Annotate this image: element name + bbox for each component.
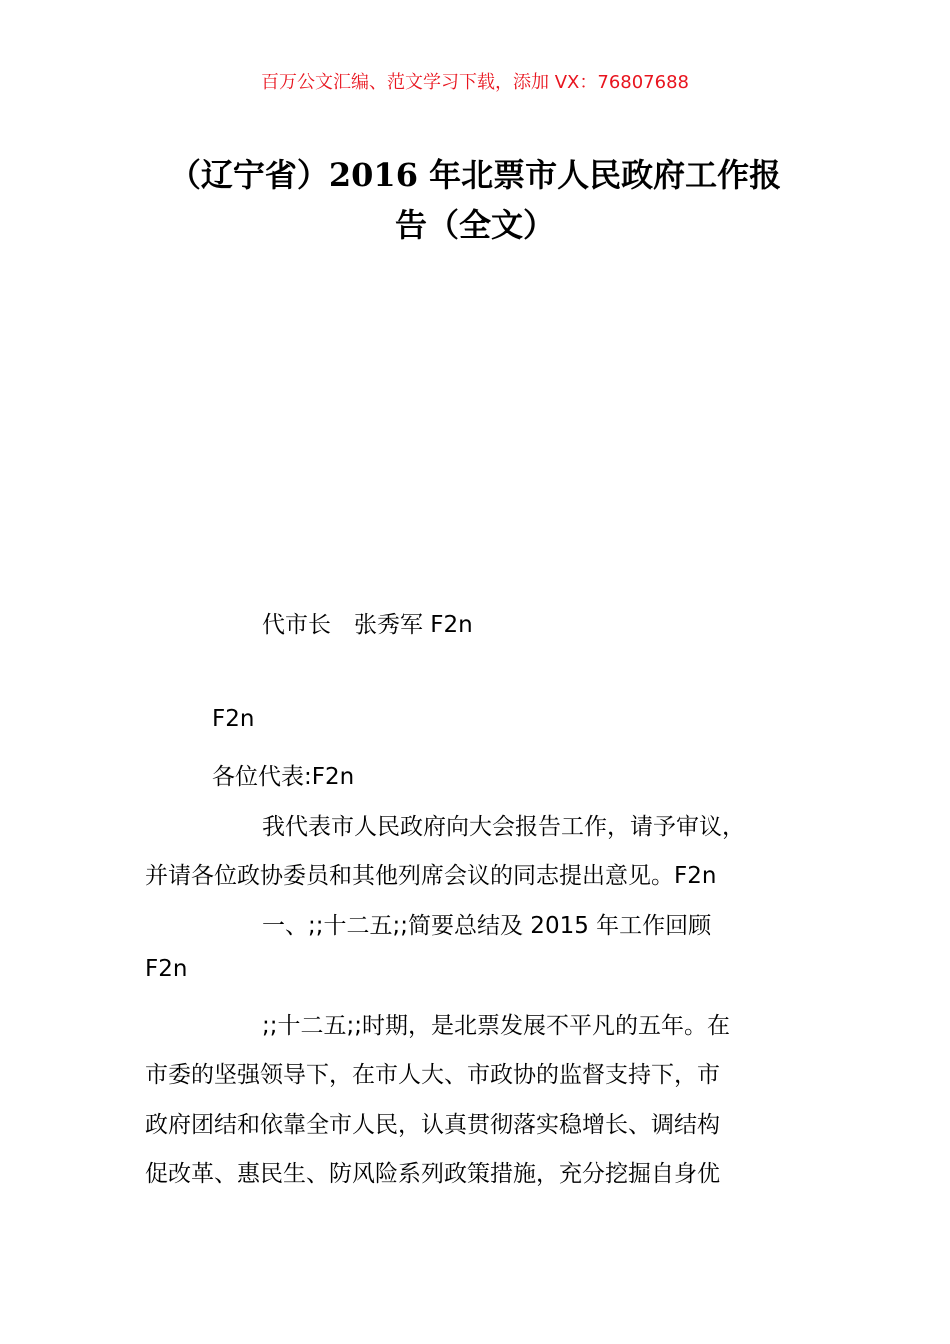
paragraph-line: 并请各位政协委员和其他列席会议的同志提出意见。F2n — [145, 863, 717, 889]
document-title-line-1: （辽宁省）2016 年北票市人民政府工作报 — [168, 156, 782, 194]
salutation: 各位代表:F2n — [212, 764, 355, 790]
byline: 代市长 张秀军 F2n — [262, 612, 473, 638]
section-heading: 一、;;十二五;;简要总结及 2015 年工作回顾 — [262, 913, 712, 939]
watermark-header: 百万公文汇编、范文学习下载，添加 VX：76807688 — [261, 72, 689, 93]
paragraph-line: F2n — [212, 706, 255, 732]
paragraph-line: ;;十二五;;时期，是北票发展不平凡的五年。在 — [262, 1013, 730, 1039]
paragraph-line: 政府团结和依靠全市人民，认真贯彻落实稳增长、调结构 — [145, 1112, 720, 1138]
paragraph-line: 市委的坚强领导下，在市人大、市政协的监督支持下，市 — [145, 1062, 720, 1088]
document-title-line-2: 告（全文） — [394, 206, 555, 244]
paragraph-line: F2n — [145, 956, 188, 982]
paragraph-line: 我代表市人民政府向大会报告工作，请予审议， — [262, 814, 745, 840]
paragraph-line: 促改革、惠民生、防风险系列政策措施，充分挖掘自身优 — [145, 1161, 720, 1187]
